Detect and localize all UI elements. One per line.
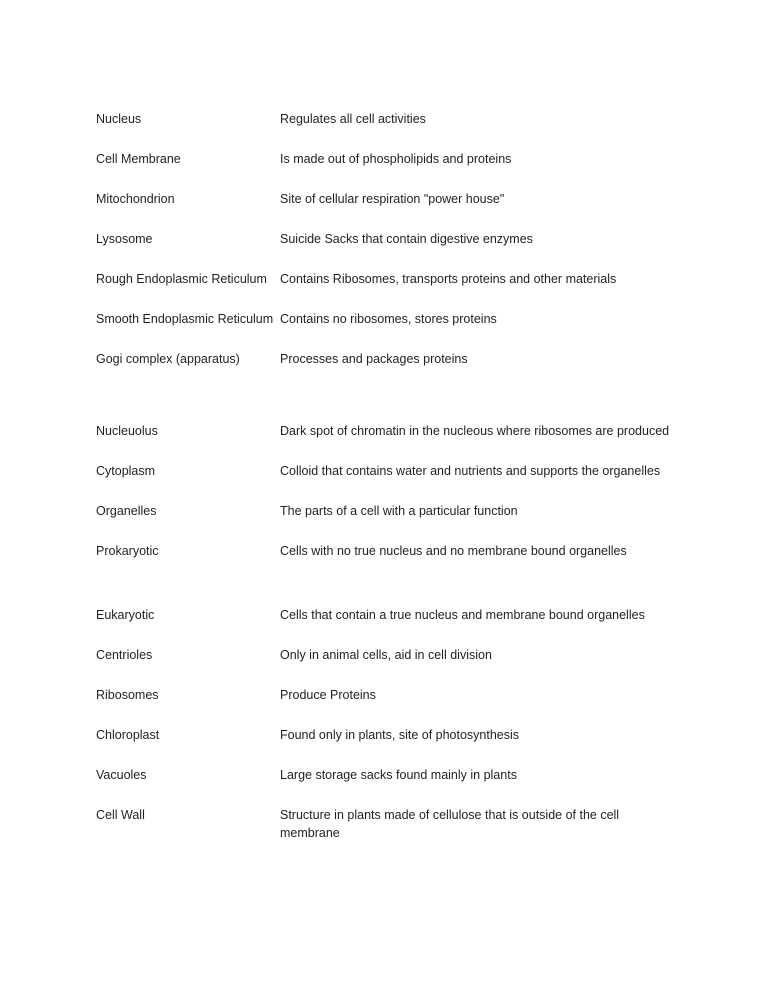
glossary-term: Cytoplasm [96,464,156,478]
glossary-term: Ribosomes [96,688,159,702]
glossary-row [96,270,696,288]
glossary-term: Rough Endoplasmic Reticulum [96,272,267,286]
glossary-row [96,806,696,842]
glossary-row [96,422,696,440]
glossary-definition: Cells with no true nucleus and no membrane bound organelles [280,544,627,558]
glossary-definition: Suicide Sacks that contain digestive enzymes [280,232,533,246]
glossary-term: Nucleuolus [96,424,158,438]
glossary-term: Gogi complex (apparatus) [96,352,240,366]
glossary-row [96,502,696,520]
glossary-definition: Colloid that contains water and nutrients and supports the organelles [280,464,661,478]
glossary-row [96,310,696,328]
glossary-definition: Large storage sacks found mainly in plants [280,768,517,782]
glossary-definition: Structure in plants made of cellulose that is outside of the cell membrane [280,808,620,840]
glossary-term: Vacuoles [96,768,147,782]
glossary-definition: Produce Proteins [280,688,376,702]
glossary-term: Lysosome [96,232,153,246]
glossary-row [96,110,696,128]
glossary-definition: Is made out of phospholipids and proteins [280,152,512,166]
glossary-row [96,230,696,248]
glossary-definition: Cells that contain a true nucleus and membrane bound organelles [280,608,645,622]
glossary-row [96,606,696,624]
glossary-term: Organelles [96,504,157,518]
glossary-row [96,726,696,744]
glossary-term: Cell Wall [96,808,145,822]
glossary-row [96,542,696,560]
glossary-term: Nucleus [96,112,142,126]
glossary-term: Centrioles [96,648,153,662]
glossary-row [96,190,696,208]
glossary-term: Chloroplast [96,728,160,742]
glossary-definition: Found only in plants, site of photosynthesis [280,728,520,742]
glossary-definition: Site of cellular respiration "power house" [280,192,505,206]
glossary-list [96,110,696,864]
glossary-definition: The parts of a cell with a particular function [280,504,518,518]
glossary-definition: Only in animal cells, aid in cell division [280,648,492,662]
glossary-row [96,462,696,480]
glossary-term: Eukaryotic [96,608,155,622]
glossary-definition: Dark spot of chromatin in the nucleous where ribosomes are produced [280,424,670,438]
glossary-term: Prokaryotic [96,544,159,558]
glossary-term: Cell Membrane [96,152,181,166]
glossary-definition: Regulates all cell activities [280,112,426,126]
glossary-term: Mitochondrion [96,192,175,206]
glossary-row [96,686,696,704]
glossary-definition: Contains Ribosomes, transports proteins and other materials [280,272,617,286]
glossary-row [96,766,696,784]
glossary-definition: Processes and packages proteins [280,352,468,366]
glossary-row [96,150,696,168]
glossary-definition: Contains no ribosomes, stores proteins [280,312,497,326]
glossary-row [96,350,696,368]
glossary-row [96,646,696,664]
glossary-term: Smooth Endoplasmic Reticulum [96,312,274,326]
